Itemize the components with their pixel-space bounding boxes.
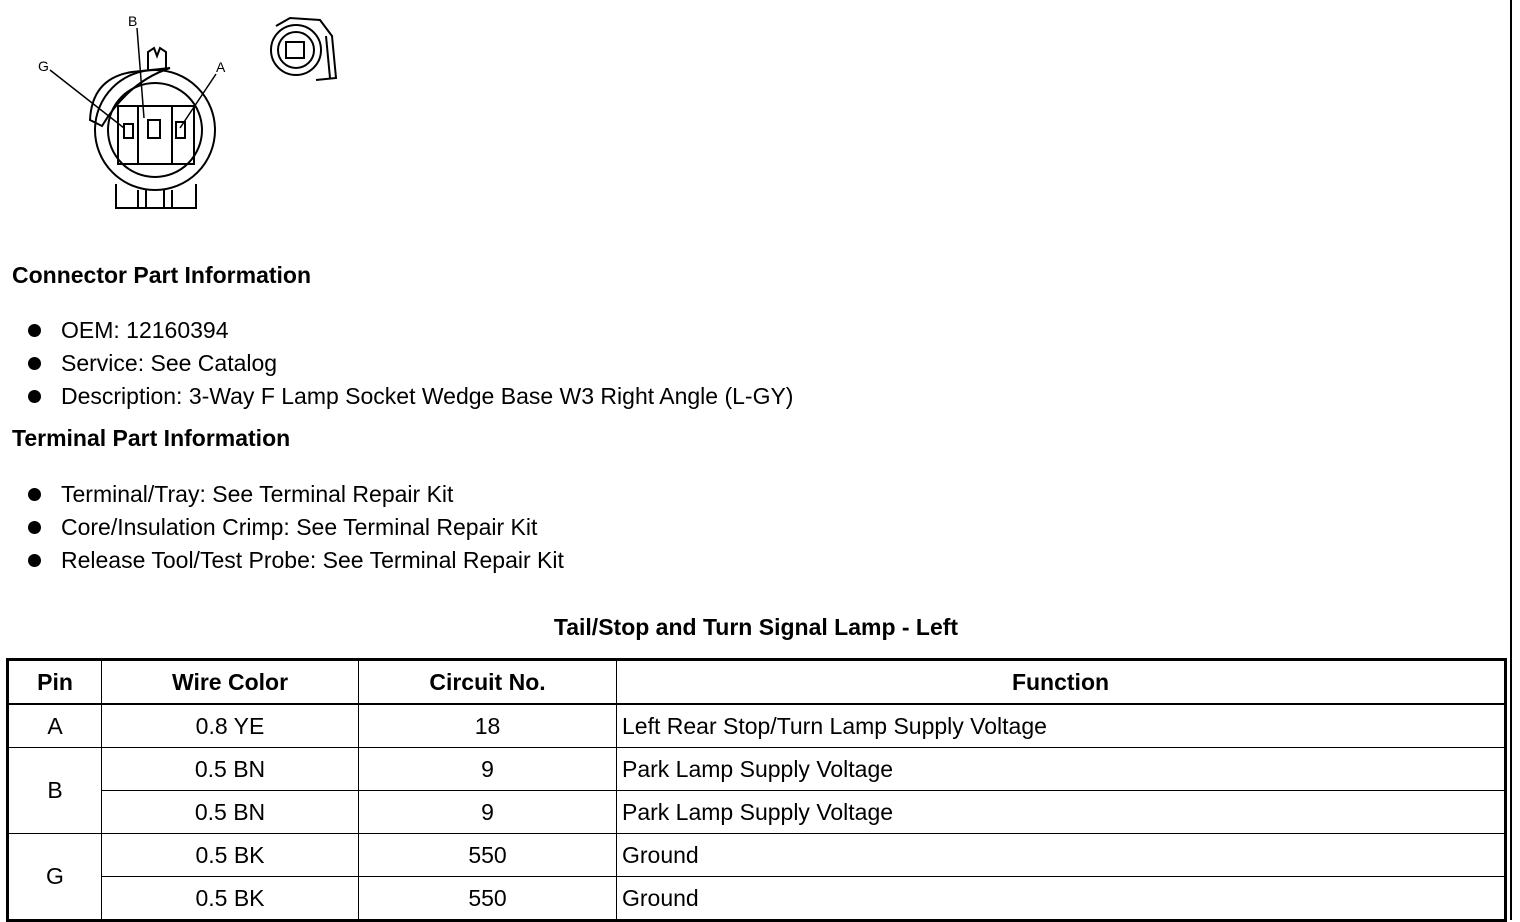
header-circuit-no: Circuit No.	[359, 660, 617, 705]
table-row	[8, 704, 1506, 748]
connector-info-list	[28, 314, 793, 413]
connector-outer-ring	[95, 70, 215, 190]
circuit-cell: 9	[359, 748, 617, 791]
label-b: B	[128, 13, 138, 29]
function-cell: Park Lamp Supply Voltage	[617, 791, 1506, 834]
table-row	[8, 791, 1506, 834]
connector-base	[116, 184, 196, 208]
wire-color-cell: 0.5 BN	[102, 748, 359, 791]
function-cell: Ground	[617, 877, 1506, 921]
header-function: Function	[617, 660, 1506, 705]
function-cell: Left Rear Stop/Turn Lamp Supply Voltage	[617, 704, 1506, 748]
connector-latch	[148, 48, 166, 70]
bullet-icon	[28, 324, 41, 337]
circuit-cell: 9	[359, 791, 617, 834]
bullet-icon	[28, 488, 41, 501]
header-pin: Pin	[8, 660, 102, 705]
connector-arm	[90, 68, 170, 126]
list-item: OEM: 12160394	[28, 314, 793, 347]
wire-color-cell: 0.5 BN	[102, 791, 359, 834]
terminal-g	[124, 124, 133, 138]
connector-inner-ring	[108, 83, 202, 177]
list-item: Terminal/Tray: See Terminal Repair Kit	[28, 478, 564, 511]
table-title: Tail/Stop and Turn Signal Lamp - Left	[553, 614, 959, 640]
connector-info-heading: Connector Part Information	[12, 262, 312, 288]
pinout-table	[6, 658, 1507, 922]
pin-cell: G	[8, 834, 102, 921]
table-row	[8, 748, 1506, 791]
page-right-border	[1510, 0, 1512, 920]
label-a: A	[216, 59, 226, 75]
circuit-cell: 550	[359, 834, 617, 877]
terminal-info-heading: Terminal Part Information	[12, 425, 291, 451]
bullet-icon	[28, 390, 41, 403]
wire-color-cell: 0.5 BK	[102, 834, 359, 877]
list-item: Release Tool/Test Probe: See Terminal Repair Kit	[28, 544, 564, 577]
table-header-row	[8, 660, 1506, 705]
terminal-b	[148, 120, 160, 138]
terminal-info-list	[28, 478, 564, 577]
label-g: G	[38, 58, 49, 74]
wire-color-cell: 0.8 YE	[102, 704, 359, 748]
list-item: Description: 3-Way F Lamp Socket Wedge Base W3 Right Angle (L-GY)	[28, 380, 793, 413]
table-row	[8, 877, 1506, 921]
function-cell: Ground	[617, 834, 1506, 877]
pin-cell: B	[8, 748, 102, 834]
header-wire-color: Wire Color	[102, 660, 359, 705]
list-item: Core/Insulation Crimp: See Terminal Repair Kit	[28, 511, 564, 544]
connector-diagram	[20, 8, 360, 220]
bullet-icon	[28, 554, 41, 567]
bullet-icon	[28, 521, 41, 534]
wire-color-cell: 0.5 BK	[102, 877, 359, 921]
circuit-cell: 550	[359, 877, 617, 921]
connector-thumbnail	[271, 18, 336, 80]
terminal-a	[176, 122, 185, 138]
terminal-bay	[118, 106, 194, 164]
circuit-cell: 18	[359, 704, 617, 748]
bullet-icon	[28, 357, 41, 370]
function-cell: Park Lamp Supply Voltage	[617, 748, 1506, 791]
list-item: Service: See Catalog	[28, 347, 793, 380]
table-row	[8, 834, 1506, 877]
pin-cell: A	[8, 704, 102, 748]
